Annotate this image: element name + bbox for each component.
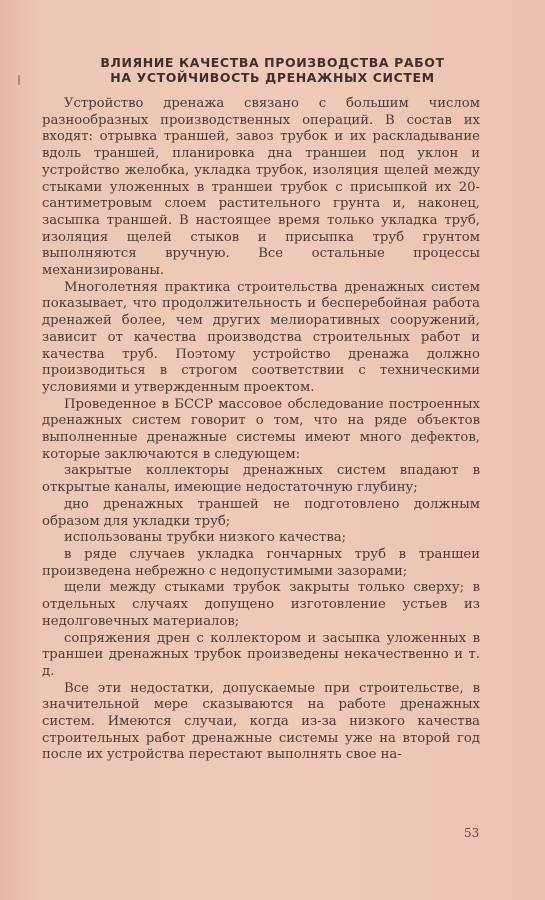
list-item: закрытые коллекторы дренажных систем впадают в открытые каналы, имеющие недостаточную глубину;	[42, 463, 480, 496]
paragraph: Многолетняя практика строительства дренажных систем показывает, что продолжительность и бесперебойная работа дренажей более, чем других мелиоративных сооружений, зависит от качества производства строительных работ и качества труб. Поэтому устройство дренажа должно производиться в строгом соответствии с техническими условиями и утвержденным проектом.	[42, 279, 480, 395]
paragraph: Проведенное в БССР массовое обследование построенных дренажных систем говорит о том, что на ряде объектов выполненные дренажные системы имеют много дефектов, которые заключаются в следующем:	[42, 396, 480, 462]
list-item: сопряжения дрен с коллектором и засыпка уложенных в траншеи дренажных трубок произведены некачественно и т. д.	[42, 630, 480, 679]
page-number: 53	[464, 826, 480, 840]
paragraph: Устройство дренажа связано с большим числом разнообразных производственных операций. В состав их входят: отрывка траншей, завоз трубок и их раскладывание вдоль траншей, планировка дна траншеи под уклон и устройство желобка, укладка трубок, изоляция щелей между стыками уложенных в траншеи трубок с присыпкой их 20-сантиметровым слоем растительного грунта и, наконец, засыпка траншей. В настоящее время только укладка труб, изоляция щелей стыков и присыпка труб грунтом выполняются вручную. Все остальные процессы механизированы.	[42, 96, 480, 279]
list-item: в ряде случаев укладка гончарных труб в траншеи произведена небрежно с недопустимыми зазорами;	[42, 546, 480, 579]
paragraph: Все эти недостатки, допускаемые при строительстве, в значительной мере сказываются на работе дренажных систем. Имеются случаи, когда из-за низкого качества строительных работ дренажные системы уже на второй год после их устройства перестают выполнять свое на-	[42, 680, 480, 763]
list-item: использованы трубки низкого качества;	[64, 530, 347, 546]
section-title-line-1: ВЛИЯНИЕ КАЧЕСТВА ПРОИЗВОДСТВА РАБОТ	[100, 55, 445, 70]
margin-mark	[18, 75, 20, 85]
list-item: щели между стыками трубок закрыты только сверху; в отдельных случаях допущено изготовление устьев из недолговечных материалов;	[42, 580, 480, 629]
body-text	[42, 96, 480, 764]
list-item: дно дренажных траншей не подготовлено должным образом для укладки труб;	[42, 496, 480, 529]
section-title-line-2: НА УСТОЙЧИВОСТЬ ДРЕНАЖНЫХ СИСТЕМ	[110, 70, 435, 85]
section-title	[40, 55, 505, 85]
